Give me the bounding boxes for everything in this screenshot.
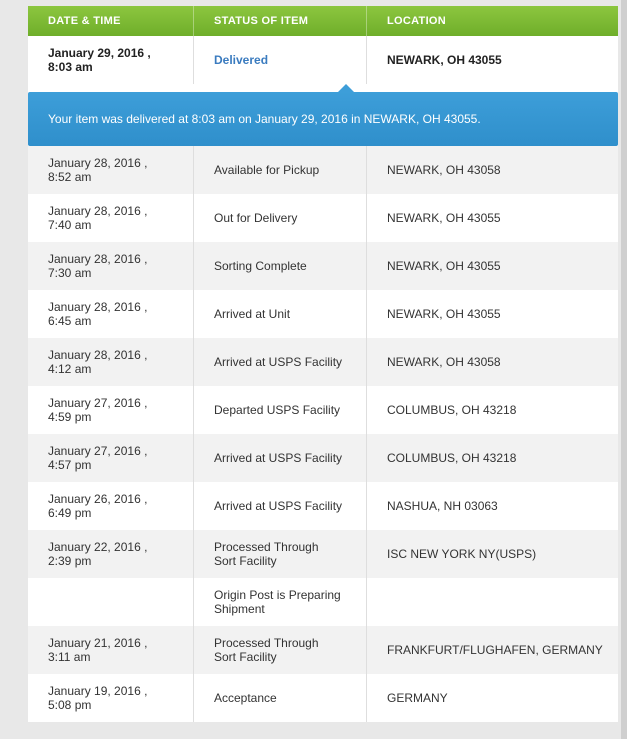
- event-location: [387, 146, 615, 194]
- event-status-text: Acceptance: [214, 691, 277, 705]
- tracking-history-table: [28, 6, 618, 722]
- event-status-text: Sorting Complete: [214, 259, 307, 273]
- event-status: [214, 194, 374, 242]
- column-divider: [366, 146, 367, 194]
- column-divider: [193, 290, 194, 338]
- scroll-edge: [621, 0, 627, 739]
- table-row[interactable]: [28, 626, 618, 674]
- latest-location-text: NEWARK, OH 43055: [387, 53, 502, 67]
- event-status-text: Arrived at Unit: [214, 307, 291, 321]
- table-row[interactable]: [28, 530, 618, 578]
- table-row[interactable]: [28, 194, 618, 242]
- event-date: [48, 194, 198, 242]
- event-date-text: January 28, 2016 , 6:45 am: [48, 300, 148, 328]
- event-date-text: January 22, 2016 , 2:39 pm: [48, 540, 148, 568]
- event-date: [48, 146, 198, 194]
- event-date: [48, 242, 198, 290]
- event-location: [387, 194, 615, 242]
- column-divider: [193, 530, 194, 578]
- event-date-text: January 21, 2016 , 3:11 am: [48, 636, 148, 664]
- callout-message: Your item was delivered at 8:03 am on January 29, 2016 in NEWARK, OH 43055.: [48, 112, 481, 126]
- latest-date: [48, 36, 198, 84]
- column-divider: [366, 434, 367, 482]
- event-status-text: Arrived at USPS Facility: [214, 355, 343, 369]
- column-divider: [366, 242, 367, 290]
- event-date-text: January 19, 2016 , 5:08 pm: [48, 684, 148, 712]
- event-status: [214, 242, 374, 290]
- event-status: [214, 146, 374, 194]
- event-status: [214, 338, 374, 386]
- event-location: [387, 530, 615, 578]
- event-date-text: January 28, 2016 , 8:52 am: [48, 156, 148, 184]
- event-location: [387, 386, 615, 434]
- event-location-text: ISC NEW YORK NY(USPS): [387, 547, 537, 561]
- column-divider: [193, 578, 194, 626]
- header-status: STATUS OF ITEM: [214, 15, 309, 27]
- column-divider: [193, 386, 194, 434]
- latest-status-text: Delivered: [214, 53, 269, 67]
- column-divider: [366, 386, 367, 434]
- event-location-text: NEWARK, OH 43058: [387, 163, 501, 177]
- event-location: [387, 290, 615, 338]
- delivery-callout: [28, 92, 618, 146]
- column-divider: [193, 194, 194, 242]
- event-date-text: January 28, 2016 , 4:12 am: [48, 348, 148, 376]
- column-divider: [366, 626, 367, 674]
- column-divider: [366, 578, 367, 626]
- event-date: [48, 530, 198, 578]
- event-location: [387, 578, 615, 626]
- column-divider: [193, 674, 194, 722]
- event-date: [48, 674, 198, 722]
- event-location-text: NEWARK, OH 43058: [387, 355, 501, 369]
- latest-location: [387, 36, 615, 84]
- event-status-text: Processed Through Sort Facility: [214, 540, 319, 568]
- event-location-text: COLUMBUS, OH 43218: [387, 403, 517, 417]
- event-status: [214, 530, 374, 578]
- event-date-text: January 27, 2016 , 4:59 pm: [48, 396, 148, 424]
- table-row[interactable]: [28, 290, 618, 338]
- event-status-text: Origin Post is Preparing Shipment: [214, 588, 341, 616]
- column-divider: [366, 290, 367, 338]
- event-location-text: NASHUA, NH 03063: [387, 499, 498, 513]
- event-status: [214, 626, 374, 674]
- event-status-text: Processed Through Sort Facility: [214, 636, 319, 664]
- event-date-text: January 26, 2016 , 6:49 pm: [48, 492, 148, 520]
- column-divider: [193, 338, 194, 386]
- column-divider: [366, 482, 367, 530]
- column-divider: [193, 36, 194, 84]
- column-divider: [193, 482, 194, 530]
- column-divider: [193, 626, 194, 674]
- table-row[interactable]: [28, 434, 618, 482]
- event-location-text: FRANKFURT/FLUGHAFEN, GERMANY: [387, 643, 603, 657]
- column-divider: [366, 530, 367, 578]
- event-date: [48, 626, 198, 674]
- event-status: [214, 434, 374, 482]
- event-status-text: Available for Pickup: [214, 163, 320, 177]
- event-status-text: Out for Delivery: [214, 211, 298, 225]
- event-location-text: NEWARK, OH 43055: [387, 259, 501, 273]
- event-date: [48, 386, 198, 434]
- event-status: [214, 674, 374, 722]
- event-date: [48, 482, 198, 530]
- table-row[interactable]: [28, 386, 618, 434]
- column-divider: [193, 434, 194, 482]
- event-location-text: GERMANY: [387, 691, 448, 705]
- latest-status: [214, 36, 374, 84]
- header-location: LOCATION: [387, 15, 447, 27]
- latest-event-row[interactable]: [28, 36, 618, 84]
- header-divider: [366, 6, 367, 36]
- event-date-text: January 28, 2016 , 7:30 am: [48, 252, 148, 280]
- event-status: [214, 290, 374, 338]
- event-location-text: NEWARK, OH 43055: [387, 211, 501, 225]
- event-location: [387, 626, 615, 674]
- latest-date-text: January 29, 2016 , 8:03 am: [48, 46, 151, 74]
- column-divider: [366, 36, 367, 84]
- event-status: [214, 578, 374, 626]
- event-date-text: January 27, 2016 , 4:57 pm: [48, 444, 148, 472]
- column-divider: [366, 338, 367, 386]
- event-date: [48, 290, 198, 338]
- event-status-text: Arrived at USPS Facility: [214, 451, 343, 465]
- event-date-text: January 28, 2016 , 7:40 am: [48, 204, 148, 232]
- event-location-text: NEWARK, OH 43055: [387, 307, 501, 321]
- event-location-text: COLUMBUS, OH 43218: [387, 451, 517, 465]
- event-location: [387, 338, 615, 386]
- header-divider: [193, 6, 194, 36]
- event-status: [214, 482, 374, 530]
- table-row[interactable]: [28, 482, 618, 530]
- column-divider: [366, 194, 367, 242]
- event-status-text: Arrived at USPS Facility: [214, 499, 343, 513]
- event-location: [387, 674, 615, 722]
- event-date: [48, 338, 198, 386]
- event-location: [387, 482, 615, 530]
- table-row[interactable]: [28, 338, 618, 386]
- event-location: [387, 242, 615, 290]
- column-divider: [193, 242, 194, 290]
- table-row[interactable]: [28, 242, 618, 290]
- table-row[interactable]: [28, 674, 618, 722]
- table-row[interactable]: [28, 578, 618, 626]
- event-location: [387, 434, 615, 482]
- header-date: DATE & TIME: [48, 15, 121, 27]
- event-status: [214, 386, 374, 434]
- table-row[interactable]: [28, 146, 618, 194]
- event-date: [48, 578, 198, 626]
- column-divider: [366, 674, 367, 722]
- column-divider: [193, 146, 194, 194]
- event-date: [48, 434, 198, 482]
- event-status-text: Departed USPS Facility: [214, 403, 341, 417]
- table-header: [28, 6, 618, 36]
